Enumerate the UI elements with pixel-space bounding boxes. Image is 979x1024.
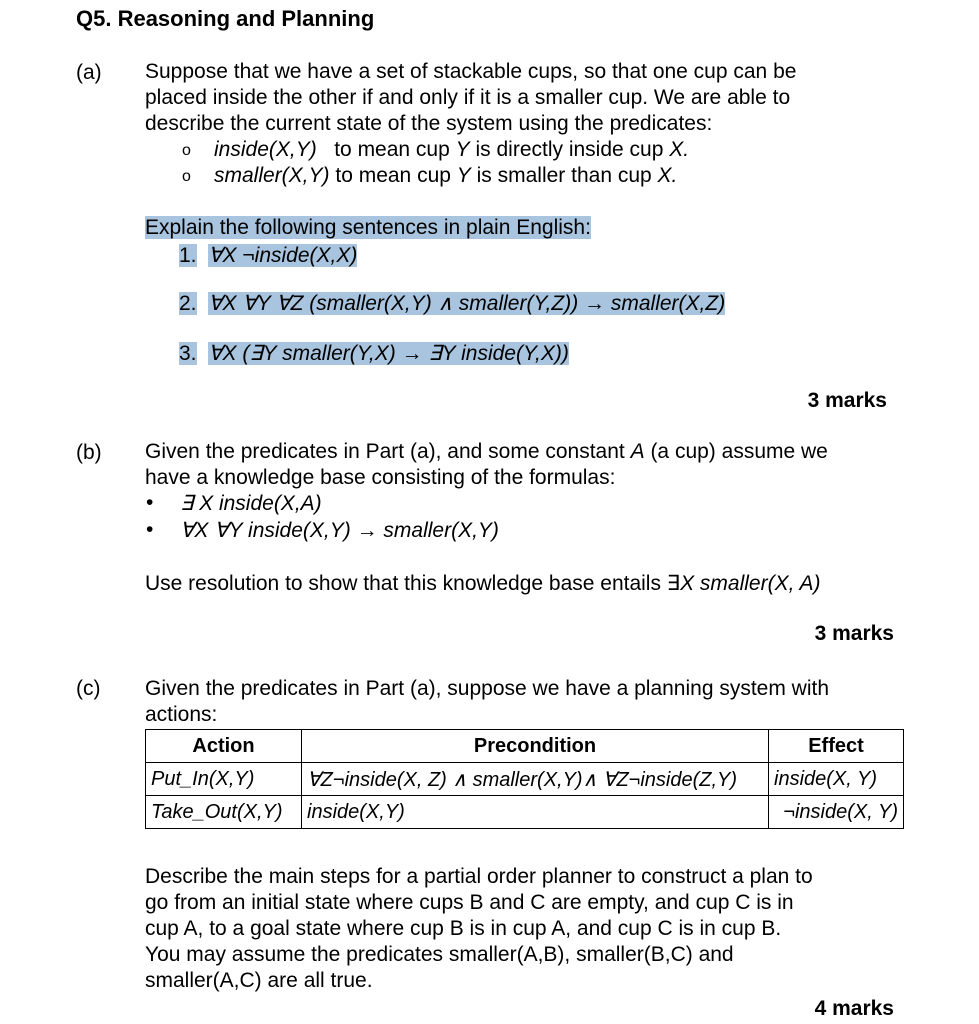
part-b-intro — [145, 439, 905, 491]
sentence-3: 3. ∀X (∃Y smaller(Y,X) → ∃Y inside(Y,X)) — [179, 342, 569, 365]
predicate-inside — [214, 138, 689, 162]
part-c-describe — [145, 864, 905, 994]
part-a-marks: 3 marks — [807, 389, 887, 412]
part-a-label: (a) — [76, 61, 102, 84]
part-b-intro-line-2: have a knowledge base consisting of the formulas: — [145, 466, 616, 489]
part-b-marks: 3 marks — [814, 622, 894, 645]
part-b-task: Use resolution to show that this knowledge base entails ∃X smaller(X, A) — [145, 572, 821, 595]
describe-line: go from an initial state where cups B and C are empty, and cup C is in — [145, 891, 794, 914]
explain-heading: Explain the following sentences in plain English: — [145, 216, 591, 239]
formula-1: ∃ X inside(X,A) — [180, 492, 322, 515]
predicate-smaller — [214, 164, 677, 188]
describe-line: You may assume the predicates smaller(A,B), smaller(B,C) and — [145, 943, 734, 966]
actions-table — [145, 729, 904, 829]
formula-2: ∀X ∀Y inside(X,Y) → smaller(X,Y) — [180, 519, 499, 542]
part-b-intro-line-1-post: (a cup) assume we — [644, 440, 828, 463]
part-b-intro-line-1-pre: Given the predicates in Part (a), and some constant — [145, 440, 631, 463]
table-header-row — [146, 730, 904, 763]
table-header: Effect — [769, 730, 904, 763]
predicate-var: X. — [657, 164, 678, 187]
sentence-2: 2. ∀X ∀Y ∀Z (smaller(X,Y) ∧ smaller(Y,Z)) → smaller(X,Z) — [179, 292, 726, 315]
table-row — [146, 796, 904, 829]
part-c-label: (c) — [76, 677, 101, 700]
part-c-intro-line-2: actions: — [145, 703, 218, 726]
predicate-desc-mid: is directly inside cup — [469, 138, 670, 161]
part-a-intro-line-3: describe the current state of the system using the predicates: — [145, 112, 713, 135]
predicate-var: Y — [455, 138, 470, 161]
table-cell: Put_In(X,Y) — [146, 763, 302, 796]
hollow-bullet-icon: o — [182, 168, 191, 185]
sentence-1: 1. ∀X ¬inside(X,X) — [179, 244, 358, 267]
describe-line: cup A, to a goal state where cup B is in cup A, and cup C is in cup B. — [145, 917, 782, 940]
part-a-intro-line-1: Suppose that we have a set of stackable cups, so that one cup can be — [145, 60, 797, 83]
hollow-bullet-icon: o — [182, 142, 191, 159]
table-cell: Take_Out(X,Y) — [146, 796, 302, 829]
part-a-intro — [145, 59, 905, 137]
question-title: Q5. Reasoning and Planning — [76, 6, 375, 31]
table-cell: ¬inside(X, Y) — [769, 796, 904, 829]
table-header: Precondition — [302, 730, 769, 763]
predicate-desc-mid: is smaller than cup — [470, 164, 658, 187]
part-a-intro-line-2: placed inside the other if and only if it is a smaller cup. We are able to — [145, 86, 791, 109]
table-cell: ∀Z¬inside(X, Z) ∧ smaller(X,Y)∧ ∀Z¬inside(Z,Y) — [302, 763, 769, 796]
part-c-intro — [145, 676, 905, 728]
bullet-icon: • — [146, 491, 154, 514]
describe-line: Describe the main steps for a partial order planner to construct a plan to — [145, 865, 813, 888]
predicate-name: inside(X,Y) — [214, 138, 317, 161]
constant-a: A — [630, 440, 645, 463]
table-row — [146, 763, 904, 796]
part-b-label: (b) — [76, 441, 102, 464]
table-header: Action — [146, 730, 302, 763]
predicate-name: smaller(X,Y) — [214, 164, 330, 187]
predicate-var: Y — [456, 164, 471, 187]
part-c-marks: 4 marks — [814, 997, 894, 1020]
predicate-desc-pre: to mean cup — [334, 138, 456, 161]
predicate-var: X. — [669, 138, 690, 161]
describe-line: smaller(A,C) are all true. — [145, 969, 373, 992]
predicate-desc-pre: to mean cup — [335, 164, 457, 187]
bullet-icon: • — [146, 518, 154, 541]
table-cell: inside(X, Y) — [769, 763, 904, 796]
part-c-intro-line-1: Given the predicates in Part (a), suppose we have a planning system with — [145, 677, 830, 700]
table-cell: inside(X,Y) — [302, 796, 769, 829]
